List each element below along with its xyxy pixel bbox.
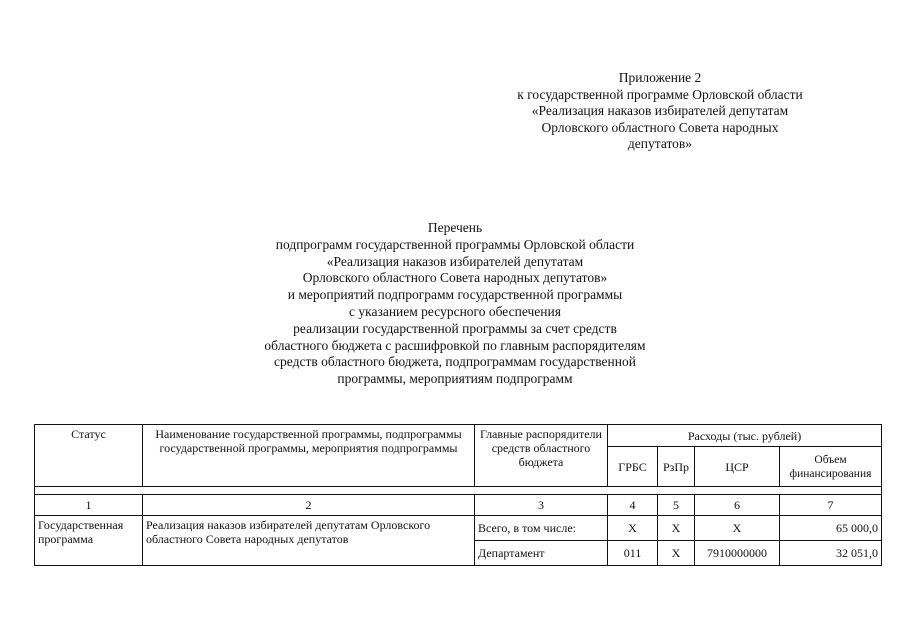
header-rzpr: РзПр [658, 447, 695, 487]
header-grbs: ГРБС [608, 447, 658, 487]
row-status: Государственная программа [35, 516, 143, 566]
header-managers: Главные распорядители средств областного бюджета [475, 425, 608, 487]
appendix-header [480, 70, 840, 153]
header-status: Статус [35, 425, 143, 487]
row-financing: 65 000,0 [780, 516, 882, 541]
document-title [150, 220, 760, 388]
row-name: Реализация наказов избирателей депутатам Орловского областного Совета народных депутатов [143, 516, 475, 566]
header-financing: Объем финансирования [780, 447, 882, 487]
table-row [35, 516, 882, 541]
column-number: 4 [608, 495, 658, 516]
column-number: 5 [658, 495, 695, 516]
row-csr: Х [695, 516, 780, 541]
appendix-line: к государственной программе Орловской области [517, 86, 803, 102]
row-grbs: 011 [608, 541, 658, 566]
appendix-line: Орловского областного Совета народных [541, 119, 779, 135]
title-line: Орловского областного Совета народных депутатов» [302, 270, 608, 286]
row-rzpr: Х [658, 541, 695, 566]
row-manager: Всего, в том числе: [475, 516, 608, 541]
row-financing: 32 051,0 [780, 541, 882, 566]
column-number: 7 [780, 495, 882, 516]
title-line: программы, мероприятиям подпрограмм [337, 371, 573, 387]
appendix-line: «Реализация наказов избирателей депутатам [531, 103, 789, 118]
title-line: областного бюджета с расшифровкой по главным распорядителям [264, 337, 646, 353]
title-line: «Реализация наказов избирателей депутатам [326, 253, 584, 269]
appendix-line: депутатов» [627, 136, 693, 151]
column-number: 2 [143, 495, 475, 516]
column-number: 1 [35, 495, 143, 516]
header-name: Наименование государственной программы, подпрограммы государственной программы, мероприятия подпрограммы [143, 425, 475, 487]
column-number: 3 [475, 495, 608, 516]
row-rzpr: Х [658, 516, 695, 541]
column-number-row [35, 495, 882, 516]
header-csr: ЦСР [695, 447, 780, 487]
title-line: подпрограмм государственной программы Орловской области [275, 236, 635, 252]
title-line: средств областного бюджета, подпрограммам государственной [274, 354, 636, 370]
row-grbs: Х [608, 516, 658, 541]
funding-table [34, 424, 882, 566]
row-csr: 7910000000 [695, 541, 780, 566]
table-spacer [35, 487, 882, 495]
title-line: с указанием ресурсного обеспечения [349, 303, 561, 319]
title-line: реализации государственной программы за счет средств [293, 320, 617, 336]
appendix-line: Приложение 2 [618, 70, 702, 85]
column-number: 6 [695, 495, 780, 516]
title-line: Перечень [427, 220, 483, 235]
row-manager: Департамент [475, 541, 608, 566]
header-expenses: Расходы (тыс. рублей) [608, 425, 882, 447]
table-header-row [35, 425, 882, 447]
title-line: и мероприятий подпрограмм государственной программы [287, 287, 623, 303]
